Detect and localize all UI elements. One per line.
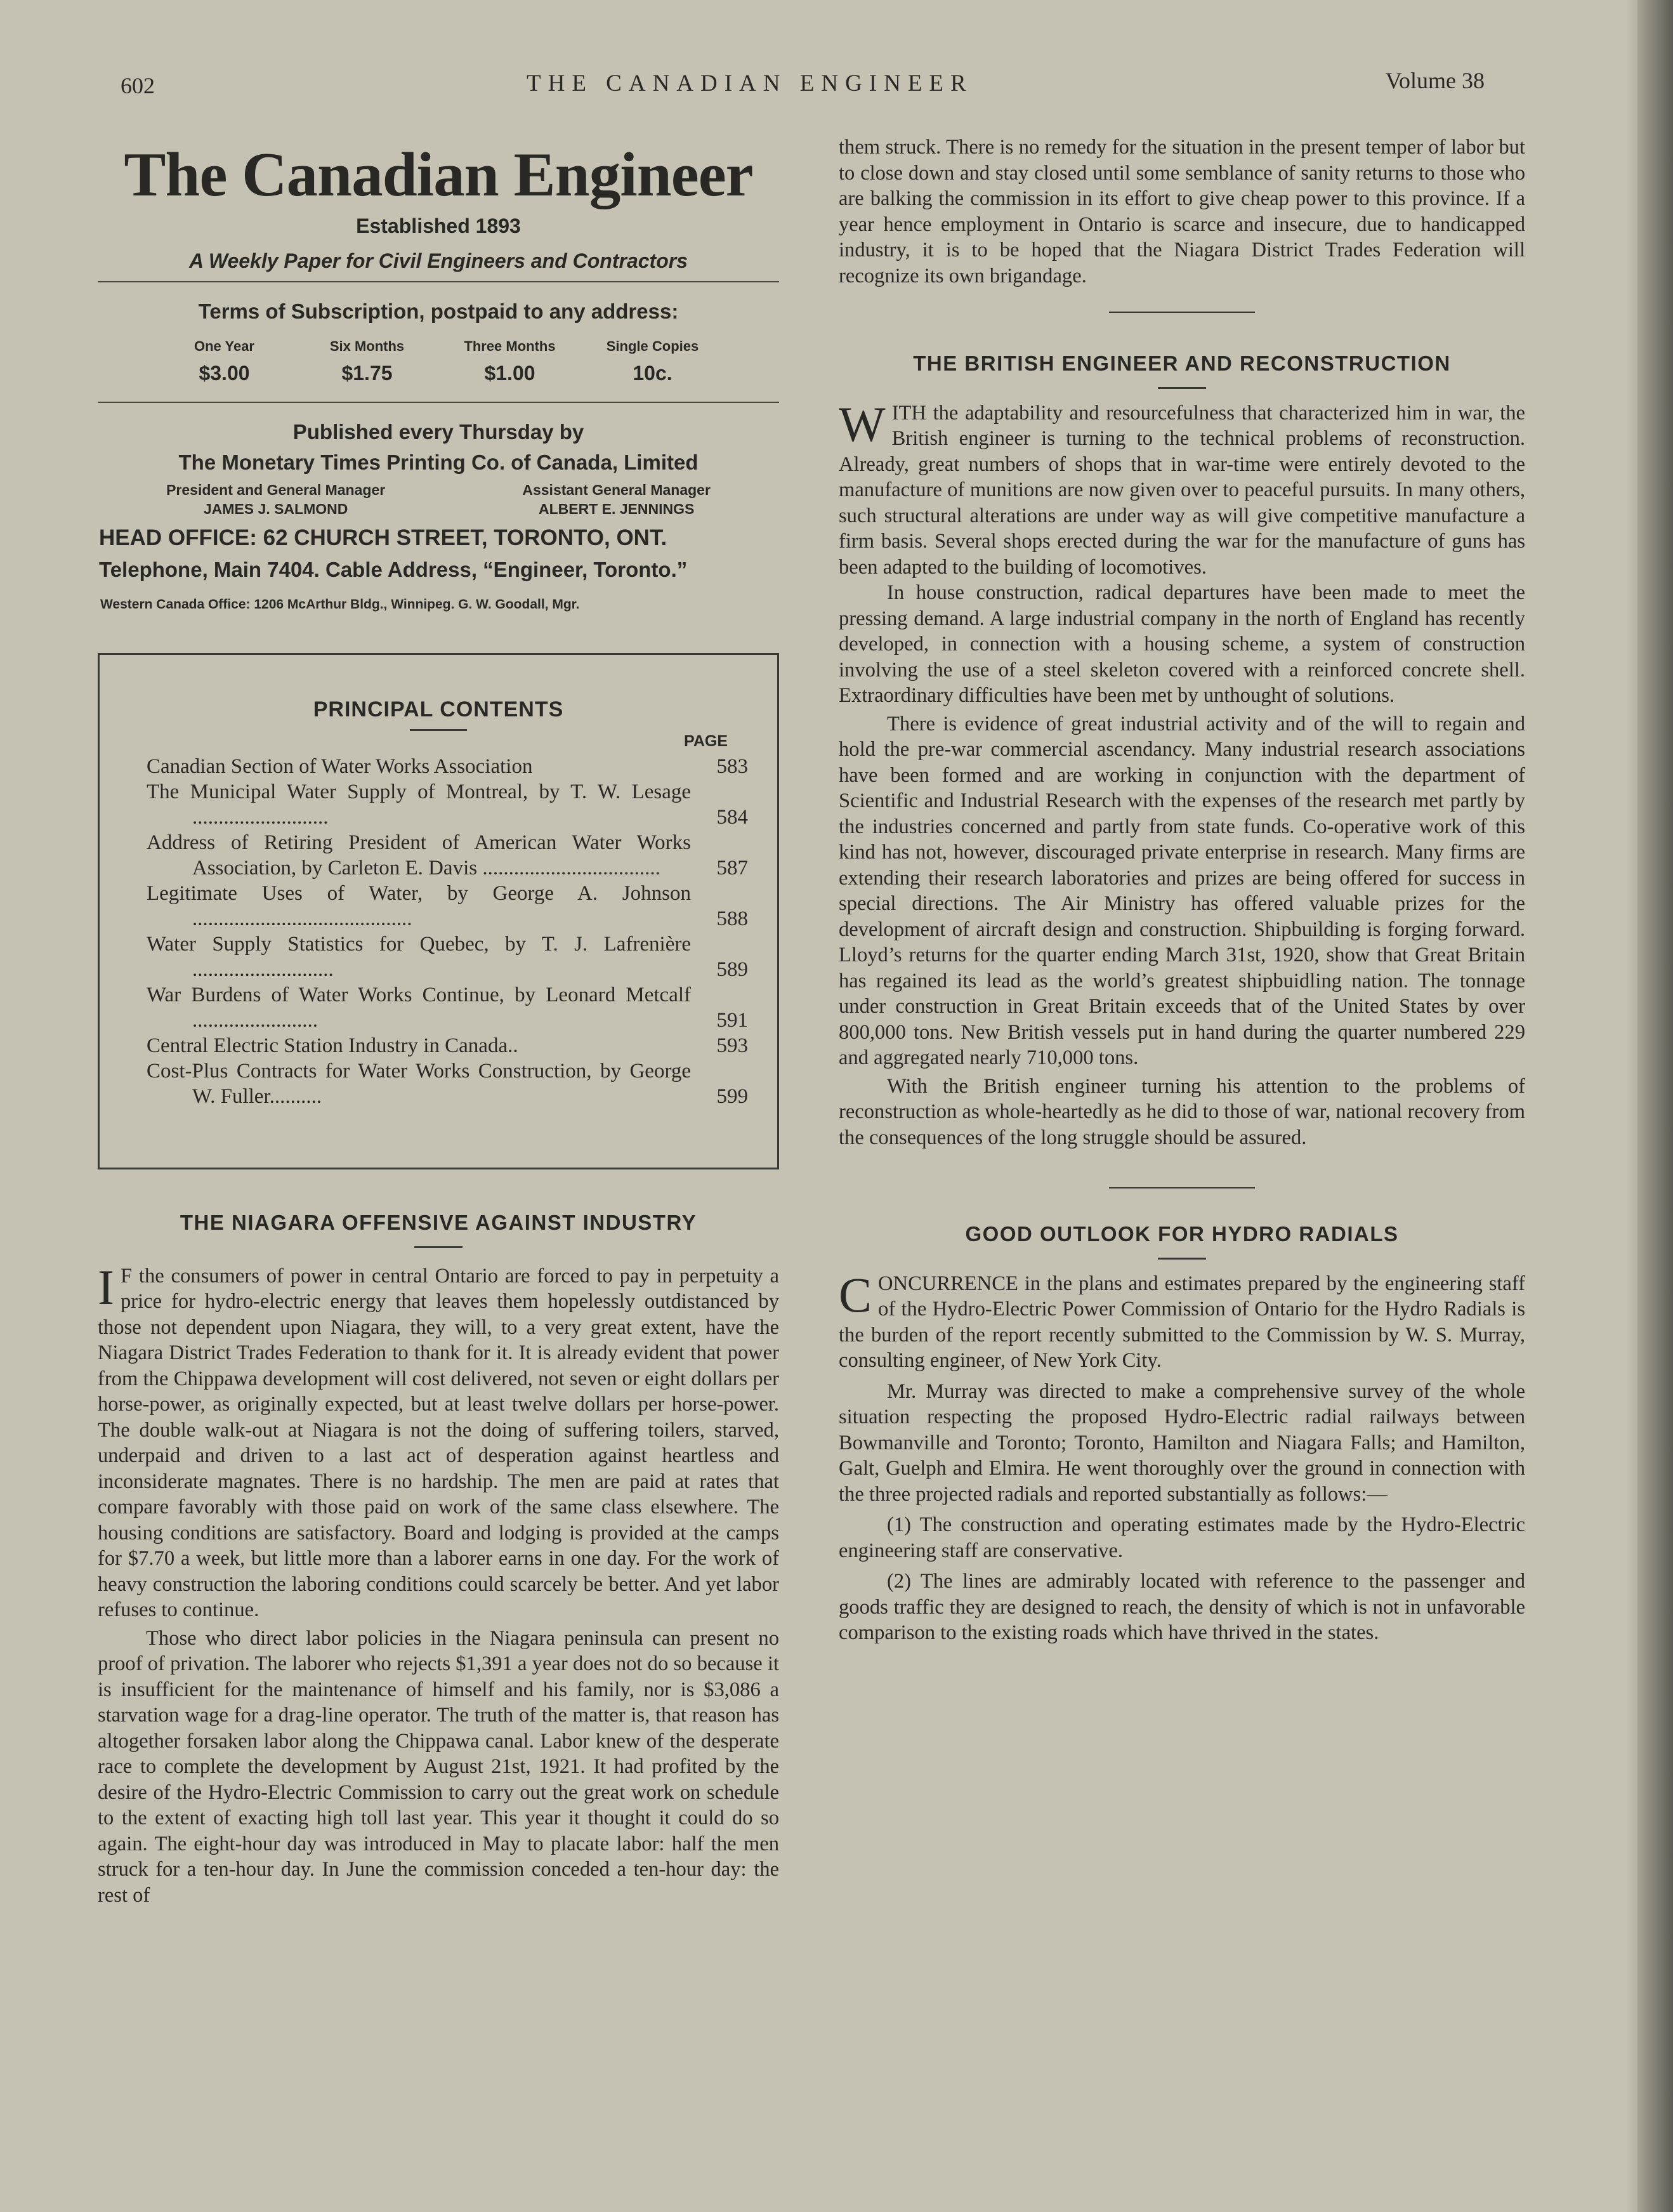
british-paragraph-2: In house construction, radical departures have been made to meet the pressing demand. A large industrial company in the north of England has recently developed, in connection with a housing scheme, a system of construction involving the use of a steel skeleton covered with a reinforced concrete shell. Extraordinary difficulties have been met by unthought of solutions.	[839, 581, 1525, 707]
drop-cap: W	[839, 396, 886, 452]
volume-label: Volume 38	[1385, 68, 1485, 93]
page-binding-edge	[1637, 0, 1673, 2212]
entry-page: 593	[716, 1034, 748, 1057]
paragraph-text: F the consumers of power in central Ontario are forced to pay in perpetuity a price for hydro-electric energy that leaves them hopelessly outdistanced by those not dependent upon Niagara, they will, to a very great extent, have the Niagara District Trades Federation to thank for it. It is already evident that power from the Chippawa development will cost delivered, not seven or eight dollars per horse-power, as originally expected, but at least twelve dollars per horse-power. The double walk-out at Niagara is not the doing of suffering toilers, starved, underpaid and driven to a last act of desperation against heartless and inconsiderate magnates. There is no hardship. The men are paid at rates that compare favorably with those paid on work of the same class elsewhere. The housing conditions are satisfactory. Board and lodging is provided at the camps for $7.70 a week, but little more than a laborer earns in one day. For the work of heavy construction the laboring conditions could scarcely be better. And yet labor refuses to continue.	[98, 1264, 779, 1621]
niagara-paragraph-2: Those who direct labor policies in the Niagara peninsula can present no proof of privation. The laborer who rejects $1,391 a year does not do so because it is insufficient for the maintenance of himself and his family, nor is $3,086 a starvation wage for a drag-line operator. The truth of the matter is, that reason has altogether forsaken labor along the Chippawa canal. Labor knew of the desperate race to complete the development by August 21st, 1921. It had profited by the desire of the Hydro-Electric Commission to carry out the great work on schedule to the extent of exacting high toll last year. This year it thought it could do so again. The eight-hour day was introduced in May to placate labor: half the men struck for a ten-hour day. In June the commission conceded a ten-hour day: the rest of	[98, 1626, 779, 1907]
price-six-months	[296, 334, 438, 386]
officers	[98, 480, 779, 518]
british-paragraph-1	[839, 396, 1525, 581]
contents-entry[interactable]	[147, 1033, 759, 1058]
journal-running-title: THE CANADIAN ENGINEER	[527, 70, 973, 96]
principal-contents-box	[98, 653, 779, 1169]
published-line: Published every Thursday by	[292, 419, 584, 444]
entry-page: 583	[716, 755, 748, 778]
publisher-name: The Monetary Times Printing Co. of Canada, Limited	[178, 450, 699, 474]
page-gutter-shadow	[1626, 0, 1637, 2212]
price-value: $1.75	[341, 362, 393, 385]
head-office-address: HEAD OFFICE: 62 CHURCH STREET, TORONTO, ONT.	[99, 525, 667, 550]
niagara-heading-rule	[414, 1246, 463, 1248]
officer-name: ALBERT E. JENNINGS	[538, 500, 695, 517]
price-label: Six Months	[329, 338, 405, 354]
entry-title: Address of Retiring President of American Water Works Association, by Carleton E. Davis ..................................	[147, 831, 691, 879]
officer-name: JAMES J. SALMOND	[203, 500, 348, 517]
contents-entry[interactable]	[147, 932, 759, 982]
hydro-paragraph-2: Mr. Murray was directed to make a comprehensive survey of the whole situation respecting the proposed Hydro-Electric radial railways between Bowmanville and Toronto; Toronto, Hamilton and Niagara Falls; and Hamilton, Galt, Guelph and Elmira. He went thoroughly over the ground in connection with the three projected radials and reported substantially as follows:—	[839, 1379, 1525, 1506]
contents-entry[interactable]	[147, 982, 759, 1033]
hydro-paragraph-1	[839, 1267, 1525, 1374]
masthead-tagline: A Weekly Paper for Civil Engineers and Contractors	[189, 249, 688, 272]
officer-role: President and General Manager	[166, 481, 386, 498]
western-office: Western Canada Office: 1206 McArthur Bldg., Winnipeg. G. W. Goodall, Mgr.	[100, 596, 580, 612]
british-heading-rule	[1158, 387, 1206, 389]
contents-entry[interactable]	[147, 881, 759, 932]
contents-entry[interactable]	[147, 1058, 759, 1109]
price-label: Single Copies	[606, 338, 699, 354]
niagara-paragraph-1	[98, 1259, 779, 1623]
masthead-rule-1	[98, 281, 779, 282]
entry-title: Cost-Plus Contracts for Water Works Construction, by George W. Fuller..........	[147, 1060, 691, 1108]
entry-page: 599	[716, 1085, 748, 1108]
officer-president	[166, 480, 385, 518]
british-paragraph-4: With the British engineer turning his attention to the problems of reconstruction as whole-heartedly as he did to those of war, national recovery from the consequences of the long struggle should be assured.	[839, 1074, 1525, 1149]
telephone-cable: Telephone, Main 7404. Cable Address, “Engineer, Toronto.”	[99, 557, 688, 581]
british-paragraph-3: There is evidence of great industrial activity and of the will to regain and hold the pre-war commercial ascendancy. Many industrial research associations have been formed and are working in conjunction with the department of Scientific and Industrial Research with the expenses of the research met partly by the industries concerned and partly from state funds. Co-operative work of this kind has not, however, discouraged private enterprise in research. Many firms are extending their research laboratories and prizes are being offered for success in special directions. The Air Ministry has offered valuable prizes for the development of aircraft design and construction. Shipbuilding is forging forward. Lloyd’s returns for the quarter ending March 31st, 1920, show that Great Britain has regained its lead as the world’s greatest shipbuidling nation. The tonnage under construction in Great Britain exceeds that of the United States by over 800,000 tons. New British vessels put in hand during the quarter numbered 229 and aggregated nearly 710,000 tons.	[839, 712, 1525, 1069]
section-separator	[1109, 312, 1255, 313]
officer-assistant	[522, 480, 711, 518]
british-article-heading: THE BRITISH ENGINEER AND RECONSTRUCTION	[913, 352, 1451, 375]
contents-entry[interactable]	[147, 754, 759, 779]
entry-title: Legitimate Uses of Water, by George A. Johnson ..........................................	[147, 882, 691, 930]
paragraph-text: ITH the adaptability and resourcefulness that characterized him in war, the British engineer is turning to the technical problems of reconstruction. Already, great numbers of shops that in war-time were entirely devoted to the manufacture of munitions are now given over to peaceful pursuits. In many others, such structural alterations are under way as will give competitive manufacture a firm basis. Several shops erected during the war for the manufacture of guns has been adapted to the building of locomotives.	[839, 401, 1525, 579]
niagara-article-heading: THE NIAGARA OFFENSIVE AGAINST INDUSTRY	[180, 1211, 697, 1234]
contents-entry[interactable]	[147, 830, 759, 881]
left-column	[98, 0, 779, 1908]
hydro-heading-rule	[1158, 1258, 1206, 1260]
entry-title: War Burdens of Water Works Continue, by Leonard Metcalf ........................	[147, 984, 691, 1032]
price-three-months	[438, 334, 581, 386]
contents-entry[interactable]	[147, 779, 759, 830]
entry-page: 588	[716, 907, 748, 930]
contents-page-heading: PAGE	[684, 732, 728, 750]
contents-heading-rule	[410, 729, 467, 731]
section-separator	[1109, 1187, 1255, 1188]
paragraph-text: ONCURRENCE in the plans and estimates prepared by the engineering staff of the Hydro-Electric Power Commission of Ontario for the Hydro Radials is the burden of the report recently submitted to the Commission by W. S. Murray, consulting engineer, of New York City.	[839, 1272, 1525, 1372]
price-value: $1.00	[484, 362, 535, 385]
hydro-paragraph-3: (1) The construction and operating estimates made by the Hydro-Electric engineering staff are conservative.	[839, 1513, 1525, 1562]
price-one-year	[153, 334, 296, 386]
entry-page: 589	[716, 958, 748, 981]
page-number: 602	[121, 73, 155, 98]
price-value: 10c.	[633, 362, 672, 385]
price-value: $3.00	[199, 362, 250, 385]
price-label: Three Months	[464, 338, 556, 354]
entry-page: 591	[716, 1009, 748, 1032]
subscription-terms-heading: Terms of Subscription, postpaid to any address:	[198, 300, 679, 323]
entry-title: The Municipal Water Supply of Montreal, by T. W. Lesage ..........................	[147, 780, 691, 829]
price-label: One Year	[194, 338, 254, 354]
masthead-rule-2	[98, 402, 779, 403]
entry-page: 587	[716, 857, 748, 879]
established-line: Established 1893	[356, 214, 521, 237]
niagara-continued-paragraph: them struck. There is no remedy for the situation in the present temper of labor but to close down and stay closed until some semblance of sanity returns to those who are balking the commission in its effort to give cheap power to this province. If a year hence employment in Ontario is scarce and insecure, due to handicapped industry, it is to be hoped that the Niagara District Trades Federation will recognize its own brigandage.	[839, 136, 1525, 287]
entry-title: Water Supply Statistics for Quebec, by T. J. Lafrenière ...........................	[147, 933, 691, 981]
right-column	[839, 135, 1525, 1646]
drop-cap: I	[98, 1259, 114, 1315]
hydro-paragraph-4: (2) The lines are admirably located with reference to the passenger and goods traffic they are designed to reach, the density of which is not in unfavorable comparison to the existing roads which have thrived in the states.	[839, 1570, 1525, 1644]
entry-title: Central Electric Station Industry in Canada..	[147, 1034, 518, 1057]
price-single-copies	[581, 334, 724, 386]
contents-heading: PRINCIPAL CONTENTS	[313, 697, 564, 721]
masthead-title: The Canadian Engineer	[124, 140, 753, 209]
entry-page: 584	[716, 806, 748, 829]
entry-title: Canadian Section of Water Works Association	[147, 755, 533, 778]
officer-role: Assistant General Manager	[522, 481, 711, 498]
hydro-article-heading: GOOD OUTLOOK FOR HYDRO RADIALS	[965, 1222, 1399, 1246]
drop-cap: C	[839, 1267, 872, 1322]
subscription-prices	[153, 334, 724, 386]
contents-list	[147, 754, 759, 1109]
